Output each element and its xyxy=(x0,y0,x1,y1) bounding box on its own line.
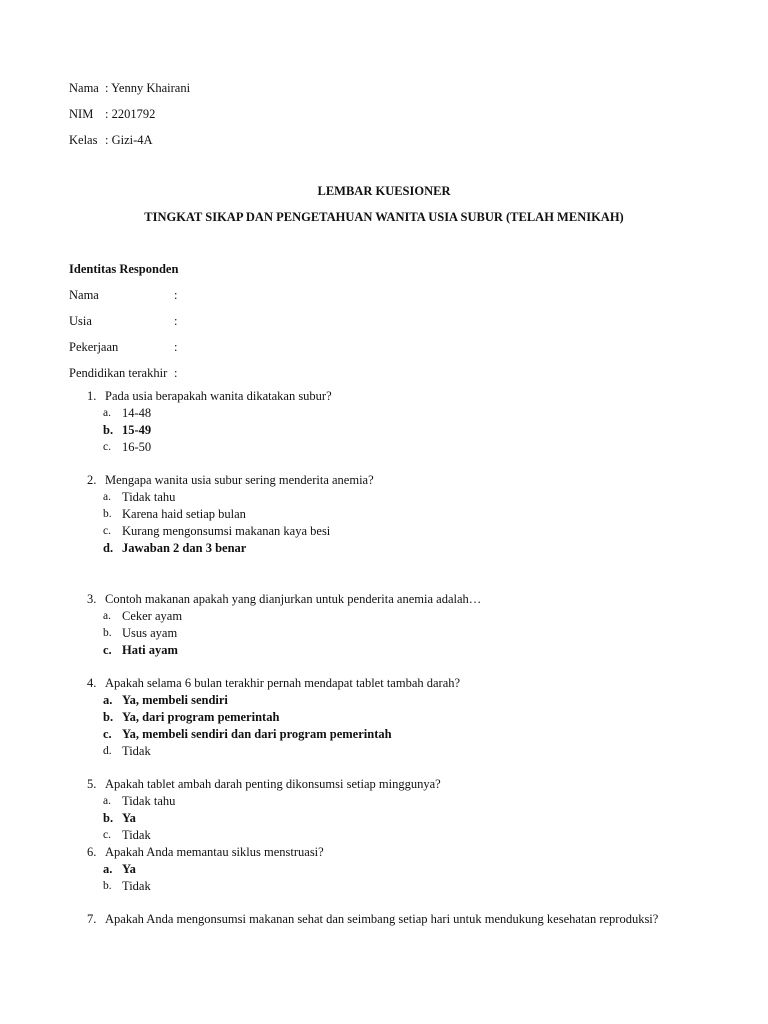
question-number: 4. xyxy=(87,676,97,690)
answer-option xyxy=(103,878,658,895)
option-letter: c. xyxy=(103,525,111,537)
option-text: 14-48 xyxy=(122,406,152,420)
student-nim-value: : 2201792 xyxy=(105,107,156,121)
option-text: 16-50 xyxy=(122,440,152,454)
option-list xyxy=(103,405,658,456)
answer-option xyxy=(103,489,658,506)
answer-option xyxy=(103,608,658,625)
question-number: 3. xyxy=(87,592,97,606)
spacer xyxy=(87,895,658,911)
option-list xyxy=(103,489,658,557)
answer-option-selected xyxy=(103,692,658,709)
answer-option xyxy=(103,793,658,810)
option-text: Ceker ayam xyxy=(122,609,183,623)
question-5 xyxy=(87,776,658,844)
identity-field-occupation xyxy=(69,338,178,364)
identity-field-education xyxy=(69,364,178,390)
option-letter: b. xyxy=(103,710,114,724)
question-number: 5. xyxy=(87,777,97,791)
option-letter: a. xyxy=(103,862,113,876)
option-list xyxy=(103,608,658,659)
option-list xyxy=(103,793,658,844)
document-subtitle: TINGKAT SIKAP DAN PENGETAHUAN WANITA USIA SUBUR (TELAH MENIKAH) xyxy=(144,210,624,224)
option-text: Ya, membeli sendiri dan dari program pemerintah xyxy=(122,727,392,741)
identity-field-colon: : xyxy=(174,366,178,380)
option-text: Tidak xyxy=(122,828,151,842)
option-text: Usus ayam xyxy=(122,626,178,640)
option-letter: c. xyxy=(103,829,111,841)
question-text: Contoh makanan apakah yang dianjurkan untuk penderita anemia adalah… xyxy=(105,592,482,606)
spacer xyxy=(87,456,658,472)
option-text: Tidak xyxy=(122,879,151,893)
answer-option-selected xyxy=(103,861,658,878)
answer-option-selected xyxy=(103,709,658,726)
question-number: 1. xyxy=(87,389,97,403)
option-letter: c. xyxy=(103,643,112,657)
question-list xyxy=(87,388,658,928)
option-letter: a. xyxy=(103,610,111,622)
document-title: LEMBAR KUESIONER xyxy=(317,184,451,198)
answer-option-selected xyxy=(103,422,658,439)
spacer xyxy=(87,557,658,591)
identity-field-label: Pendidikan terakhir xyxy=(69,366,168,380)
option-text: Kurang mengonsumsi makanan kaya besi xyxy=(122,524,331,538)
option-text: Ya, dari program pemerintah xyxy=(122,710,280,724)
identity-field-colon: : xyxy=(174,340,178,354)
question-6 xyxy=(87,844,658,895)
identity-heading: Identitas Responden xyxy=(69,262,179,276)
student-nim-row xyxy=(69,105,190,131)
identity-field-label: Usia xyxy=(69,314,92,328)
answer-option-selected xyxy=(103,810,658,827)
option-text: Ya xyxy=(122,862,136,876)
question-7 xyxy=(87,911,658,928)
answer-option-selected xyxy=(103,642,658,659)
question-1 xyxy=(87,388,658,456)
option-letter: c. xyxy=(103,727,112,741)
option-letter: a. xyxy=(103,795,111,807)
question-text: Apakah tablet ambah darah penting dikonsumsi setiap minggunya? xyxy=(105,777,441,791)
student-nim-label: NIM xyxy=(69,107,94,121)
question-number: 7. xyxy=(87,912,97,926)
question-number: 2. xyxy=(87,473,97,487)
student-name-row xyxy=(69,79,190,105)
respondent-identity xyxy=(69,260,178,390)
question-text: Mengapa wanita usia subur sering menderita anemia? xyxy=(105,473,374,487)
student-class-label: Kelas xyxy=(69,133,98,147)
option-letter: b. xyxy=(103,423,114,437)
spacer xyxy=(87,760,658,776)
answer-option xyxy=(103,439,658,456)
option-list xyxy=(103,692,658,760)
answer-option xyxy=(103,743,658,760)
option-letter: a. xyxy=(103,491,111,503)
answer-option-selected xyxy=(103,540,658,557)
option-text: Hati ayam xyxy=(122,643,178,657)
option-text: Tidak tahu xyxy=(122,794,176,808)
option-text: Tidak xyxy=(122,744,151,758)
identity-field-colon: : xyxy=(174,314,178,328)
student-name-value: : Yenny Khairani xyxy=(105,81,191,95)
option-text: Ya, membeli sendiri xyxy=(122,693,228,707)
option-text: Tidak tahu xyxy=(122,490,176,504)
question-3 xyxy=(87,591,658,659)
identity-field-name xyxy=(69,286,178,312)
student-name-label: Nama xyxy=(69,81,99,95)
option-letter: b. xyxy=(103,627,112,639)
option-letter: b. xyxy=(103,508,112,520)
option-letter: a. xyxy=(103,693,113,707)
identity-field-colon: : xyxy=(174,288,178,302)
answer-option xyxy=(103,405,658,422)
question-2 xyxy=(87,472,658,557)
question-text: Pada usia berapakah wanita dikatakan subur? xyxy=(105,389,332,403)
identity-field-label: Pekerjaan xyxy=(69,340,119,354)
option-letter: c. xyxy=(103,441,111,453)
answer-option xyxy=(103,523,658,540)
spacer xyxy=(87,659,658,675)
student-info xyxy=(69,79,190,157)
identity-field-label: Nama xyxy=(69,288,99,302)
question-number: 6. xyxy=(87,845,97,859)
option-text: 15-49 xyxy=(122,423,152,437)
option-text: Ya xyxy=(122,811,136,825)
student-class-value: : Gizi-4A xyxy=(105,133,153,147)
option-letter: d. xyxy=(103,541,114,555)
answer-option-selected xyxy=(103,726,658,743)
question-text: Apakah selama 6 bulan terakhir pernah mendapat tablet tambah darah? xyxy=(105,676,461,690)
question-text: Apakah Anda memantau siklus menstruasi? xyxy=(105,845,324,859)
option-text: Karena haid setiap bulan xyxy=(122,507,246,521)
answer-option xyxy=(103,506,658,523)
question-text: Apakah Anda mengonsumsi makanan sehat dan seimbang setiap hari untuk mendukung kesehatan reproduksi? xyxy=(105,912,659,926)
answer-option xyxy=(103,625,658,642)
question-4 xyxy=(87,675,658,760)
identity-field-age xyxy=(69,312,178,338)
option-list xyxy=(103,861,658,895)
student-class-row xyxy=(69,131,190,157)
option-letter: b. xyxy=(103,811,114,825)
option-letter: b. xyxy=(103,880,112,892)
option-letter: d. xyxy=(103,745,112,757)
option-letter: a. xyxy=(103,407,111,419)
option-text: Jawaban 2 dan 3 benar xyxy=(122,541,247,555)
answer-option xyxy=(103,827,658,844)
